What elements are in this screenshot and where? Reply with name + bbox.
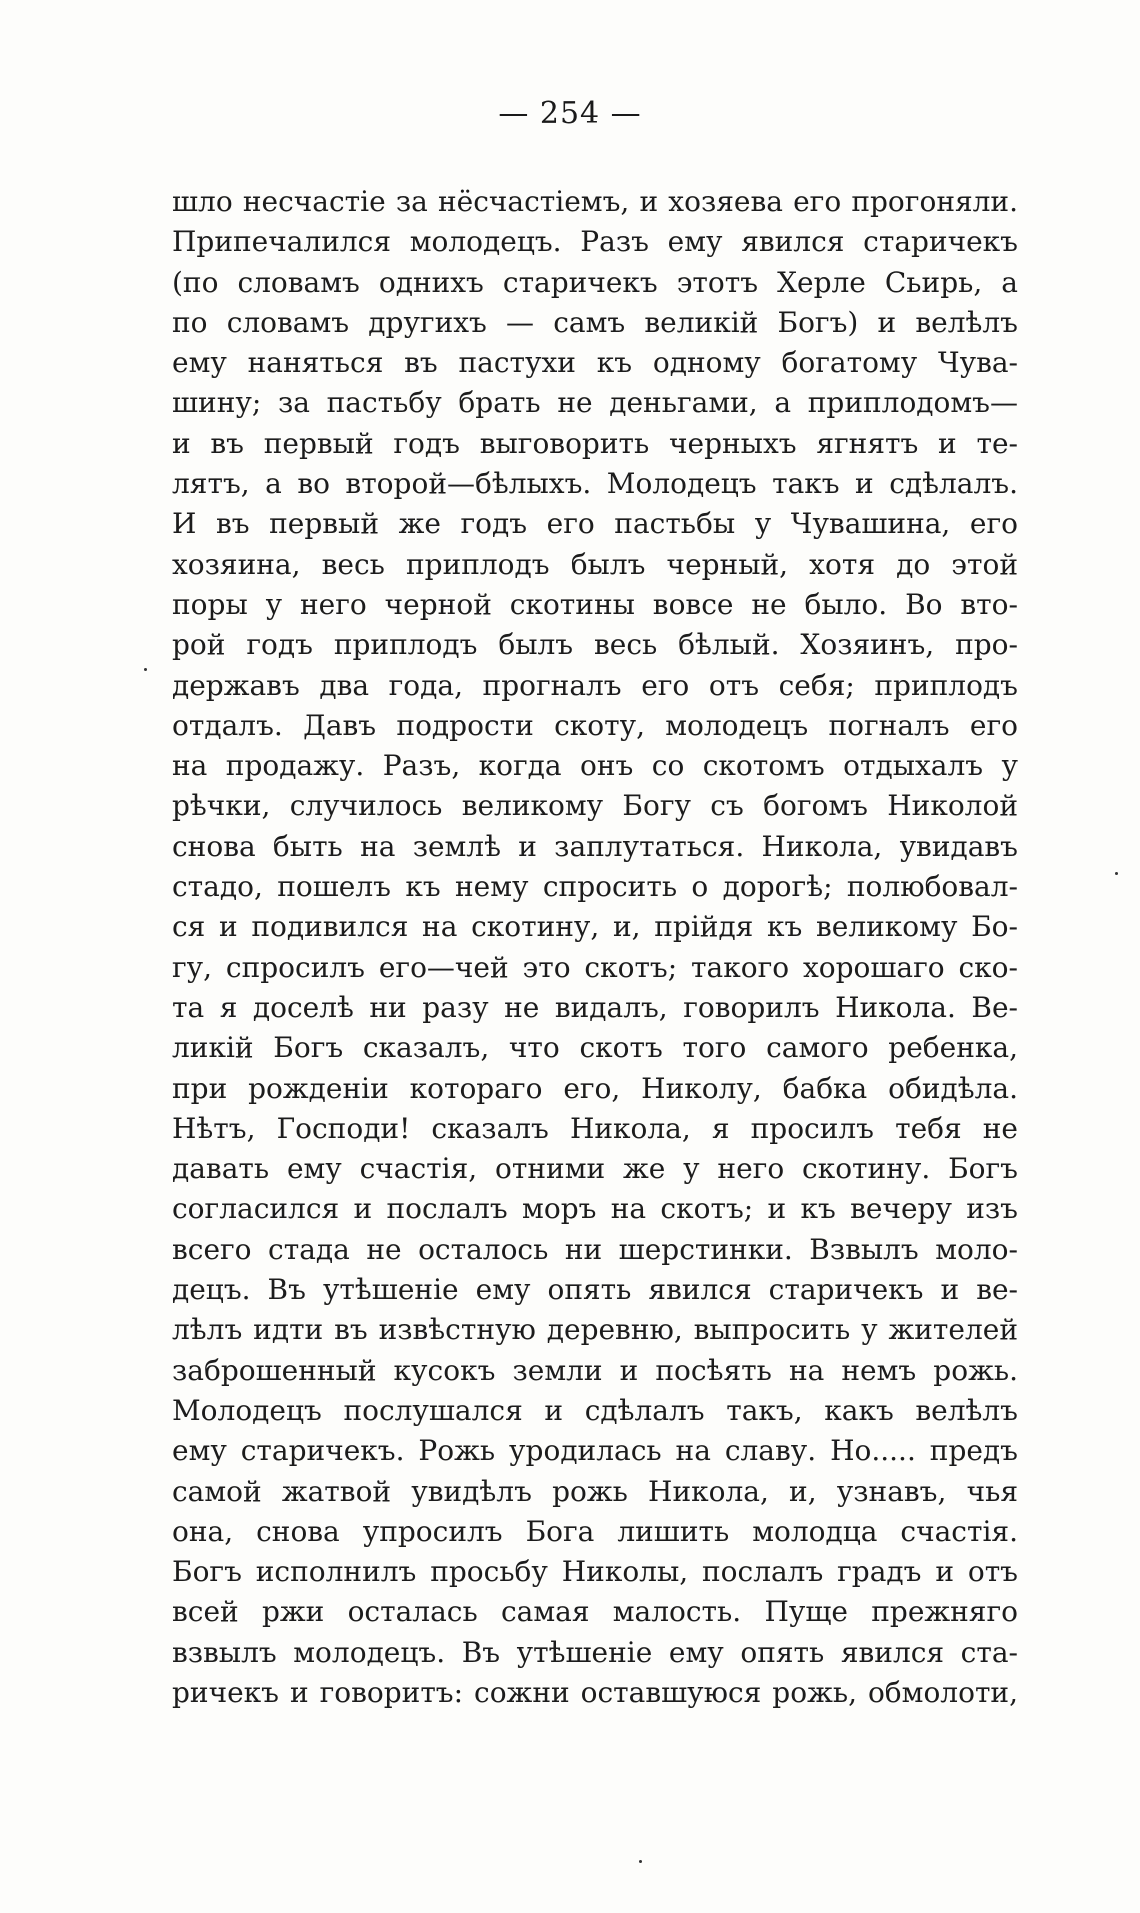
text-line: при рожденіи котораго его, Николу, бабка обидѣла. xyxy=(172,1071,1018,1105)
text-line: державъ два года, прогналъ его отъ себя; приплодъ xyxy=(172,668,1018,702)
text-line: давать ему счастія, отними же у него скотину. Богъ xyxy=(172,1152,1018,1186)
page-number: — 254 — xyxy=(498,96,642,131)
text-line: на продажу. Разъ, когда онъ со скотомъ отдыхалъ у xyxy=(172,749,1018,783)
text-line: стадо, пошелъ къ нему спросить о дорогѣ; полюбовал- xyxy=(172,870,1018,904)
print-speck xyxy=(144,668,147,671)
text-line: ся и подивился на скотину, и, прійдя къ великому Бо- xyxy=(172,910,1018,944)
text-line: шло несчастіе за нёсчастіемъ, и хозяева его прогоняли. xyxy=(172,185,1018,218)
text-line: Припечалился молодецъ. Разъ ему явился старичекъ xyxy=(172,225,1018,259)
text-line: хозяина, весь приплодъ былъ черный, хотя до этой xyxy=(172,547,1018,581)
text-line: рѣчки, случилось великому Богу съ богомъ Николой xyxy=(172,789,1018,823)
text-line: заброшенный кусокъ земли и посѣять на немъ рожь. xyxy=(172,1353,1018,1387)
text-line: и въ первый годъ выговорить черныхъ ягнятъ и те- xyxy=(172,426,1018,460)
text-line: гу, спросилъ его—чей это скотъ; такого хорошаго ско- xyxy=(172,950,1018,984)
text-line: самой жатвой увидѣлъ рожь Никола, и, узнавъ, чья xyxy=(172,1474,1018,1508)
print-speck xyxy=(1115,872,1118,875)
text-line: И въ первый же годъ его пастьбы у Чувашина, его xyxy=(172,507,1018,541)
text-line: взвылъ молодецъ. Въ утѣшеніе ему опять явился ста- xyxy=(172,1635,1018,1669)
text-line: Богъ исполнилъ просьбу Николы, послалъ градъ и отъ xyxy=(172,1555,1018,1589)
text-line: по словамъ другихъ — самъ великій Богъ) и велѣлъ xyxy=(172,305,1018,339)
body-text xyxy=(172,182,1018,1713)
text-line: лятъ, а во второй—бѣлыхъ. Молодецъ такъ и сдѣлалъ. xyxy=(172,467,1018,501)
text-line: ему наняться въ пастухи къ одному богатому Чува- xyxy=(172,346,1018,380)
text-line: децъ. Въ утѣшеніе ему опять явился старичекъ и ве- xyxy=(172,1273,1018,1307)
text-line: всей ржи осталась самая малость. Пуще прежняго xyxy=(172,1595,1018,1629)
text-line: она, снова упросилъ Бога лишить молодца счастія. xyxy=(172,1514,1018,1548)
text-line: снова быть на землѣ и заплутаться. Никола, увидавъ xyxy=(172,829,1018,863)
text-line: рой годъ приплодъ былъ весь бѣлый. Хозяинъ, про- xyxy=(172,628,1018,662)
text-line: Нѣтъ, Господи! сказалъ Никола, я просилъ тебя не xyxy=(172,1111,1018,1145)
print-speck xyxy=(639,1860,642,1863)
text-line: ему старичекъ. Рожь уродилась на славу. Но..... предъ xyxy=(172,1434,1018,1468)
text-line: ричекъ и говоритъ: сожни оставшуюся рожь, обмолоти, xyxy=(172,1675,1018,1709)
text-line: та я доселѣ ни разу не видалъ, говорилъ Никола. Ве- xyxy=(172,990,1018,1024)
text-line: отдалъ. Давъ подрости скоту, молодецъ погналъ его xyxy=(172,708,1018,742)
text-line: шину; за пастьбу брать не деньгами, а приплодомъ— xyxy=(172,386,1018,420)
text-line: согласился и послалъ моръ на скотъ; и къ вечеру изъ xyxy=(172,1192,1018,1226)
text-line: (по словамъ однихъ старичекъ этотъ Херле Сьирь, а xyxy=(172,265,1018,299)
text-line: ликій Богъ сказалъ, что скотъ того самого ребенка, xyxy=(172,1031,1018,1065)
text-line: Молодецъ послушался и сдѣлалъ такъ, какъ велѣлъ xyxy=(172,1393,1018,1427)
text-line: лѣлъ идти въ извѣстную деревню, выпросить у жителей xyxy=(172,1313,1018,1347)
text-line: поры у него черной скотины вовсе не было. Во вто- xyxy=(172,587,1018,621)
text-line: всего стада не осталось ни шерстинки. Взвылъ моло- xyxy=(172,1232,1018,1266)
